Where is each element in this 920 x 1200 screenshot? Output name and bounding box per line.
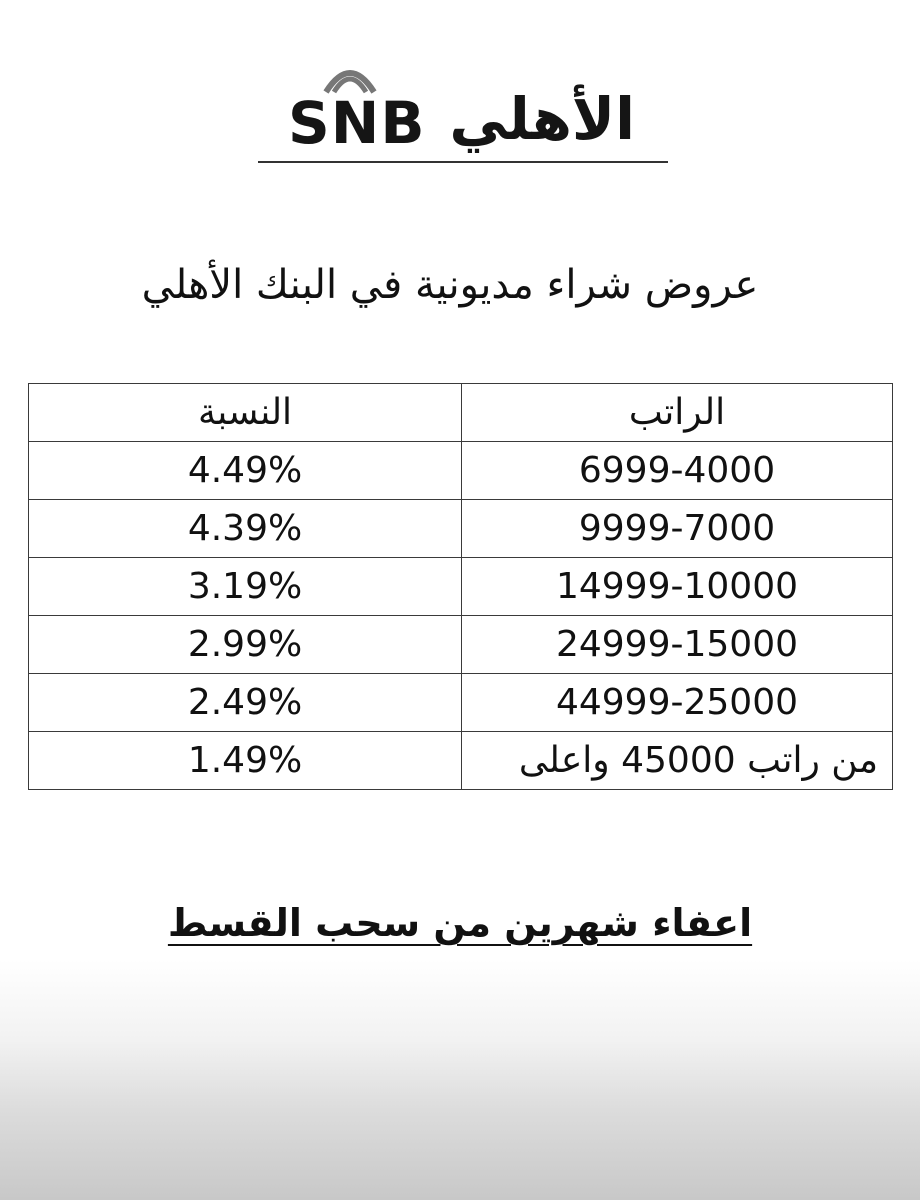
- salary-cell: من راتب 45000 واعلى: [462, 732, 893, 790]
- table-row: [29, 558, 893, 616]
- salary-cell: 6999-4000: [462, 442, 893, 500]
- table-row: [29, 674, 893, 732]
- rate-cell: 4.49%: [29, 442, 462, 500]
- rate-cell: 2.49%: [29, 674, 462, 732]
- header-rate: النسبة: [29, 384, 462, 442]
- table-row: [29, 616, 893, 674]
- rate-cell: 3.19%: [29, 558, 462, 616]
- salary-cell: 44999-25000: [462, 674, 893, 732]
- footer-note-text: اعفاء شهرين من سحب القسط: [167, 901, 753, 945]
- logo-latin-text: SNB: [288, 89, 426, 157]
- header-divider: [258, 161, 668, 163]
- header-salary: الراتب: [462, 384, 893, 442]
- rate-cell: 1.49%: [29, 732, 462, 790]
- rate-cell: 2.99%: [29, 616, 462, 674]
- salary-cell: 14999-10000: [462, 558, 893, 616]
- rate-cell: 4.39%: [29, 500, 462, 558]
- table-row: [29, 442, 893, 500]
- footer-note: [150, 888, 770, 958]
- rates-table: [28, 383, 893, 790]
- table-row: [29, 500, 893, 558]
- page-title: عروض شراء مديونية في البنك الأهلي: [141, 262, 759, 308]
- table-header-row: [29, 384, 893, 442]
- logo-arabic-text: الأهلي: [449, 85, 635, 153]
- salary-cell: 9999-7000: [462, 500, 893, 558]
- table-row: [29, 732, 893, 790]
- snb-logo: [280, 58, 650, 157]
- salary-cell: 24999-15000: [462, 616, 893, 674]
